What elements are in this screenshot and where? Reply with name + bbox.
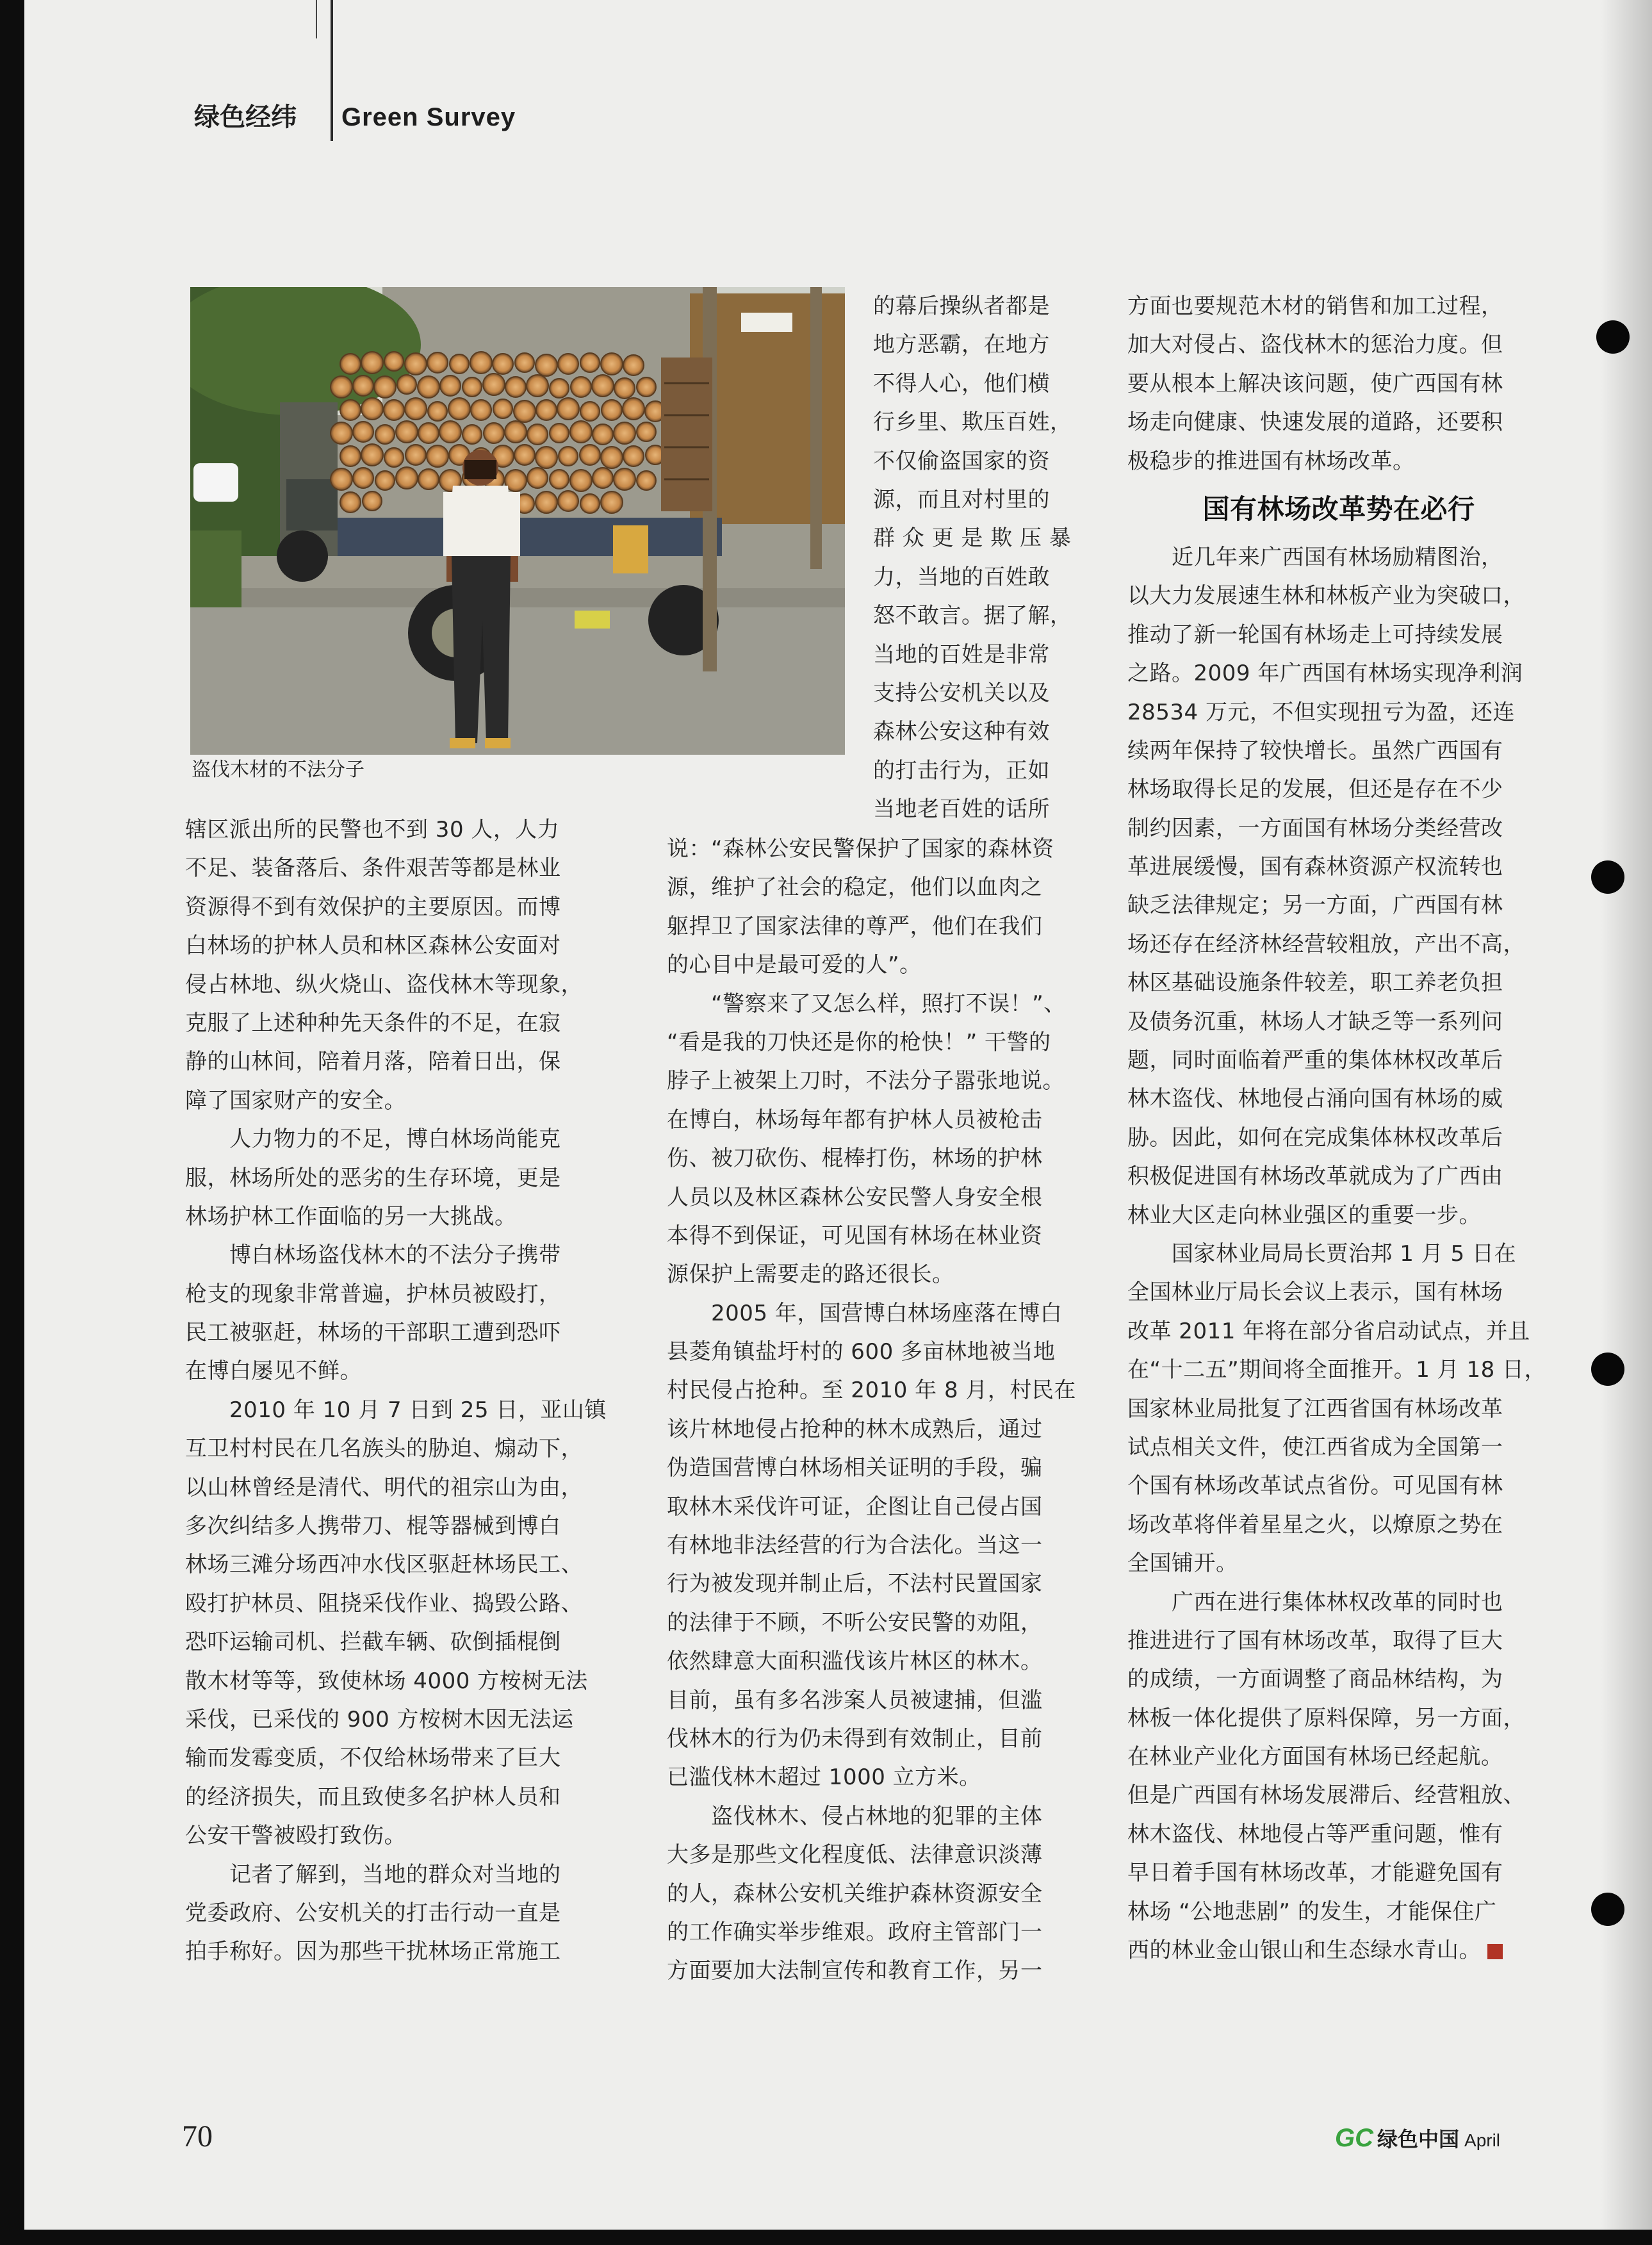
text-line: 县菱角镇盐圩村的 600 多亩林地被当地 [667,1339,1056,1365]
text-line: 采伐，已采伐的 900 方桉树木因无法运 [185,1706,574,1732]
text-line: 伪造国营博白林场相关证明的手段，骗 [667,1455,1043,1481]
text-line-last [1127,1931,1550,1970]
text-line: 拍手称好。因为那些干扰林场正常施工 [185,1939,561,1965]
header-divider-thin [316,0,317,38]
section-title-english: Green Survey [341,103,516,131]
section-subheading: 国有林场改革势在必行 [1202,493,1475,525]
text-line: 大多是那些文化程度低、法律意识淡薄 [667,1842,1043,1868]
text-line: 支持公安机关以及 [873,680,1050,706]
text-line: 方面也要规范木材的销售和加工过程， [1127,293,1503,319]
text-line: 辖区派出所的民警也不到 30 人，人力 [185,817,560,843]
text-line: 目前，虽有多名涉案人员被逮捕，但滥 [667,1687,1043,1713]
text-line: 之路。2009 年广西国有林场实现净利润 [1127,661,1523,687]
text-line: 说：“森林公安民警保护了国家的森林资 [667,836,1054,862]
text-line: 全国林业厅局长会议上表示，国有林场 [1127,1279,1503,1306]
text-line: 殴打护林员、阻挠采伐作业、捣毁公路、 [185,1590,583,1616]
text-line: 林区基础设施条件较差，职工养老负担 [1127,970,1503,996]
text-line: 克服了上述种种先天条件的不足，在寂 [185,1010,561,1036]
page-number: 70 [182,2119,213,2153]
section-title-chinese: 绿色经纬 [194,103,297,132]
text-line: 群 众 更 是 欺 压 暴 [873,525,1072,552]
text-line: 力，当地的百姓敢 [873,564,1050,590]
end-of-article-icon [1487,1944,1503,1959]
text-line: 源，维护了社会的稳定，他们以血肉之 [667,875,1043,901]
text-line: 个国有林场改革试点省份。可见国有林 [1127,1473,1503,1499]
text-line: 不足、装备落后、条件艰苦等都是林业 [185,855,561,882]
text-line: 服，林场所处的恶劣的生存环境，更是 [185,1165,561,1191]
text-line: 题，同时面临着严重的集体林权改革后 [1127,1048,1503,1074]
logs-truck-photo [190,287,845,755]
text-line: 试点相关文件，使江西省成为全国第一 [1127,1434,1503,1460]
text-line: 的幕后操纵者都是 [873,293,1050,319]
text-line: 怒不敢言。据了解， [873,603,1072,629]
text-line: 场走向健康、快速发展的道路，还要积 [1127,409,1503,436]
text-line: 缺乏法律规定；另一方面，广西国有林 [1127,892,1503,919]
text-line: 林业大区走向林业强区的重要一步。 [1127,1202,1481,1228]
text-line: 及债务沉重，林场人才缺乏等一系列问 [1127,1008,1503,1035]
text-line: 林场 “公地悲剧” 的发生，才能保住广 [1127,1898,1497,1925]
text-line: 有林地非法经营的行为合法化。当这一 [667,1533,1043,1559]
text-line: 国家林业局局长贾治邦 1 月 5 日在 [1127,1240,1516,1267]
text-line: 广西在进行集体林权改革的同时也 [1127,1589,1503,1615]
text-line: 加大对侵占、盗伐林木的惩治力度。但 [1127,332,1503,358]
text-line: 人力物力的不足，博白林场尚能克 [185,1126,561,1153]
text-line: 在林业产业化方面国有林场已经起航。 [1127,1744,1503,1770]
text-line: 林板一体化提供了原料保障，另一方面， [1127,1705,1525,1731]
text-line: 积极促进国有林场改革就成为了广西由 [1127,1164,1503,1190]
text-line: 静的山林间，陪着月落，陪着日出，保 [185,1049,561,1075]
text-line: 该片林地侵占抢种的林木成熟后，通过 [667,1416,1043,1442]
text-line: 民工被驱赶，林场的干部职工遭到恐吓 [185,1320,561,1346]
text-line: 取林木采伐许可证，企图让自己侵占国 [667,1493,1043,1520]
column-left [185,810,646,1971]
text-line: 胁。因此，如何在完成集体林权改革后 [1127,1124,1503,1151]
text-line: 林木盗伐、林地侵占等严重问题，惟有 [1127,1821,1503,1847]
text-line: 方面要加大法制宣传和教育工作，另一 [667,1958,1043,1984]
text-line: 极稳步的推进国有林场改革。 [1127,448,1415,474]
text-line: 要从根本上解决该问题，使广西国有林 [1127,370,1503,397]
text-line: 脖子上被架上刀时，不法分子嚣张地说。 [667,1068,1065,1094]
text-line: 白林场的护林人员和林区森林公安面对 [185,933,561,959]
text-line: 在“十二五”期间将全面推开。1 月 18 日， [1127,1357,1547,1383]
column-right [1127,287,1550,1970]
page-edge-shadow [1601,0,1652,2230]
text-line: 源，而且对村里的 [873,486,1050,513]
text-line: 的打击行为，正如 [873,757,1050,784]
column-middle-top [873,287,1104,828]
text-line: 伤、被刀砍伤、棍棒打伤，林场的护林 [667,1146,1043,1172]
text-line: 记者了解到，当地的群众对当地的 [185,1861,561,1887]
text-line: 公安干警被殴打致伤。 [185,1823,406,1849]
brand-name: 绿色中国 [1377,2127,1460,2151]
text-line: 林场护林工作面临的另一大挑战。 [185,1203,517,1229]
text-line: 输而发霉变质，不仅给林场带来了巨大 [185,1745,561,1772]
text-line: 资源得不到有效保护的主要原因。而博 [185,894,561,920]
text-line: 2005 年，国营博白林场座落在博白 [667,1300,1063,1326]
text-line: 推动了新一轮国有林场走上可持续发展 [1127,621,1503,648]
text-line: 盗伐林木、侵占林地的犯罪的主体 [667,1803,1043,1829]
text-line: 的成绩，一方面调整了商品林结构，为 [1127,1666,1503,1693]
text-line: 早日着手国有林场改革，才能避免国有 [1127,1860,1503,1886]
text-line: 本得不到保证，可见国有林场在林业资 [667,1222,1043,1249]
text-line: 全国铺开。 [1127,1550,1238,1577]
text-line: 行乡里、欺压百姓， [873,409,1072,436]
text-line: 林木盗伐、林地侵占涌向国有林场的威 [1127,1086,1503,1112]
photo-caption: 盗伐木材的不法分子 [192,759,364,781]
text-line: 散木材等等，致使林场 4000 方桉树无法 [185,1668,588,1694]
text-line: 近几年来广西国有林场励精图治， [1127,544,1503,570]
text-line: 恐吓运输司机、拦截车辆、砍倒插棍倒 [185,1629,561,1656]
text-line: 改革 2011 年将在部分省启动试点，并且 [1127,1318,1530,1344]
text-line: 在博白屡见不鲜。 [185,1358,362,1385]
text-line: 行为被发现并制止后，不法村民置国家 [667,1571,1043,1597]
text-line: 当地的百姓是非常 [873,641,1050,668]
text-line: 障了国家财产的安全。 [185,1087,406,1114]
magazine-page [24,0,1652,2230]
header-divider [331,0,333,141]
text-line: 场改革将伴着星星之火，以燎原之势在 [1127,1511,1503,1538]
text-line: 党委政府、公安机关的打击行动一直是 [185,1900,561,1926]
text-line: 制约因素，一方面国有林场分类经营改 [1127,815,1503,841]
text-line: 伐林木的行为仍未得到有效制止，目前 [667,1725,1043,1752]
text-line: 不仅偷盗国家的资 [873,448,1050,474]
column-middle [667,830,1115,1991]
text-line: 28534 万元，不但实现扭亏为盈，还连 [1127,699,1515,725]
text-line: 的心目中是最可爱的人”。 [667,952,922,978]
text-line: 在博白，林场每年都有护林人员被枪击 [667,1106,1043,1133]
text-line: 的经济损失，而且致使多名护林人员和 [185,1784,561,1810]
text-line: 互卫村村民在几名族头的胁迫、煽动下， [185,1436,583,1462]
gc-logo-icon: GC [1335,2124,1373,2152]
text-line: 以大力发展速生林和林板产业为突破口， [1127,583,1525,609]
text-line: 森林公安这种有效 [873,719,1050,745]
text-line: 林场三滩分场西冲水伐区驱赶林场民工、 [185,1552,583,1578]
issue-month: April [1464,2130,1501,2150]
text-line: 人员以及林区森林公安民警人身安全根 [667,1184,1043,1210]
text-line: 躯捍卫了国家法律的尊严，他们在我们 [667,913,1043,939]
text-line: 依然肆意大面积滥伐该片林区的林木。 [667,1649,1043,1675]
text-line: 多次纠结多人携带刀、棍等器械到博白 [185,1513,561,1540]
text-line: 以山林曾经是清代、明代的祖宗山为由， [185,1474,583,1501]
text-line: “看是我的刀快还是你的枪快！” 干警的 [667,1029,1051,1055]
text-line: 源保护上需要走的路还很长。 [667,1262,954,1288]
text-line: 侵占林地、纵火烧山、盗伐林木等现象， [185,971,583,998]
text-line: 的人，森林公安机关维护森林资源安全 [667,1880,1043,1907]
text-line: 2010 年 10 月 7 日到 25 日，亚山镇 [185,1397,607,1423]
text-line: 不得人心，他们横 [873,370,1050,397]
text-line: 但是广西国有林场发展滞后、经营粗放、 [1127,1782,1525,1809]
text-line: 村民侵占抢种。至 2010 年 8 月，村民在 [667,1377,1076,1404]
text-line: 场还存在经济林经营较粗放，产出不高， [1127,931,1525,957]
text-line: 的法律于不顾，不听公安民警的劝阻， [667,1609,1043,1636]
text-line: 国家林业局批复了江西省国有林场改革 [1127,1395,1503,1422]
text-line: 林场取得长足的发展，但还是存在不少 [1127,777,1503,803]
text-line: 推进进行了国有林场改革，取得了巨大 [1127,1627,1503,1654]
text-line: 的工作确实举步维艰。政府主管部门一 [667,1919,1043,1945]
text-line: 续两年保持了较快增长。虽然广西国有 [1127,737,1503,764]
text-line: 博白林场盗伐林木的不法分子携带 [185,1242,561,1269]
text-line: 已滥伐林木超过 1000 立方米。 [667,1764,981,1791]
text-line: 枪支的现象非常普遍，护林员被殴打， [185,1281,561,1307]
text-line: 革进展缓慢，国有森林资源产权流转也 [1127,854,1503,880]
text-line: “警察来了又怎么样，照打不误！”、 [667,991,1066,1017]
magazine-brand [1335,2122,1500,2154]
text-line: 当地老百姓的话所 [873,796,1050,823]
text-line: 地方恶霸，在地方 [873,332,1050,358]
text-line: 西的林业金山银山和生态绿水青山。 [1127,1937,1481,1964]
